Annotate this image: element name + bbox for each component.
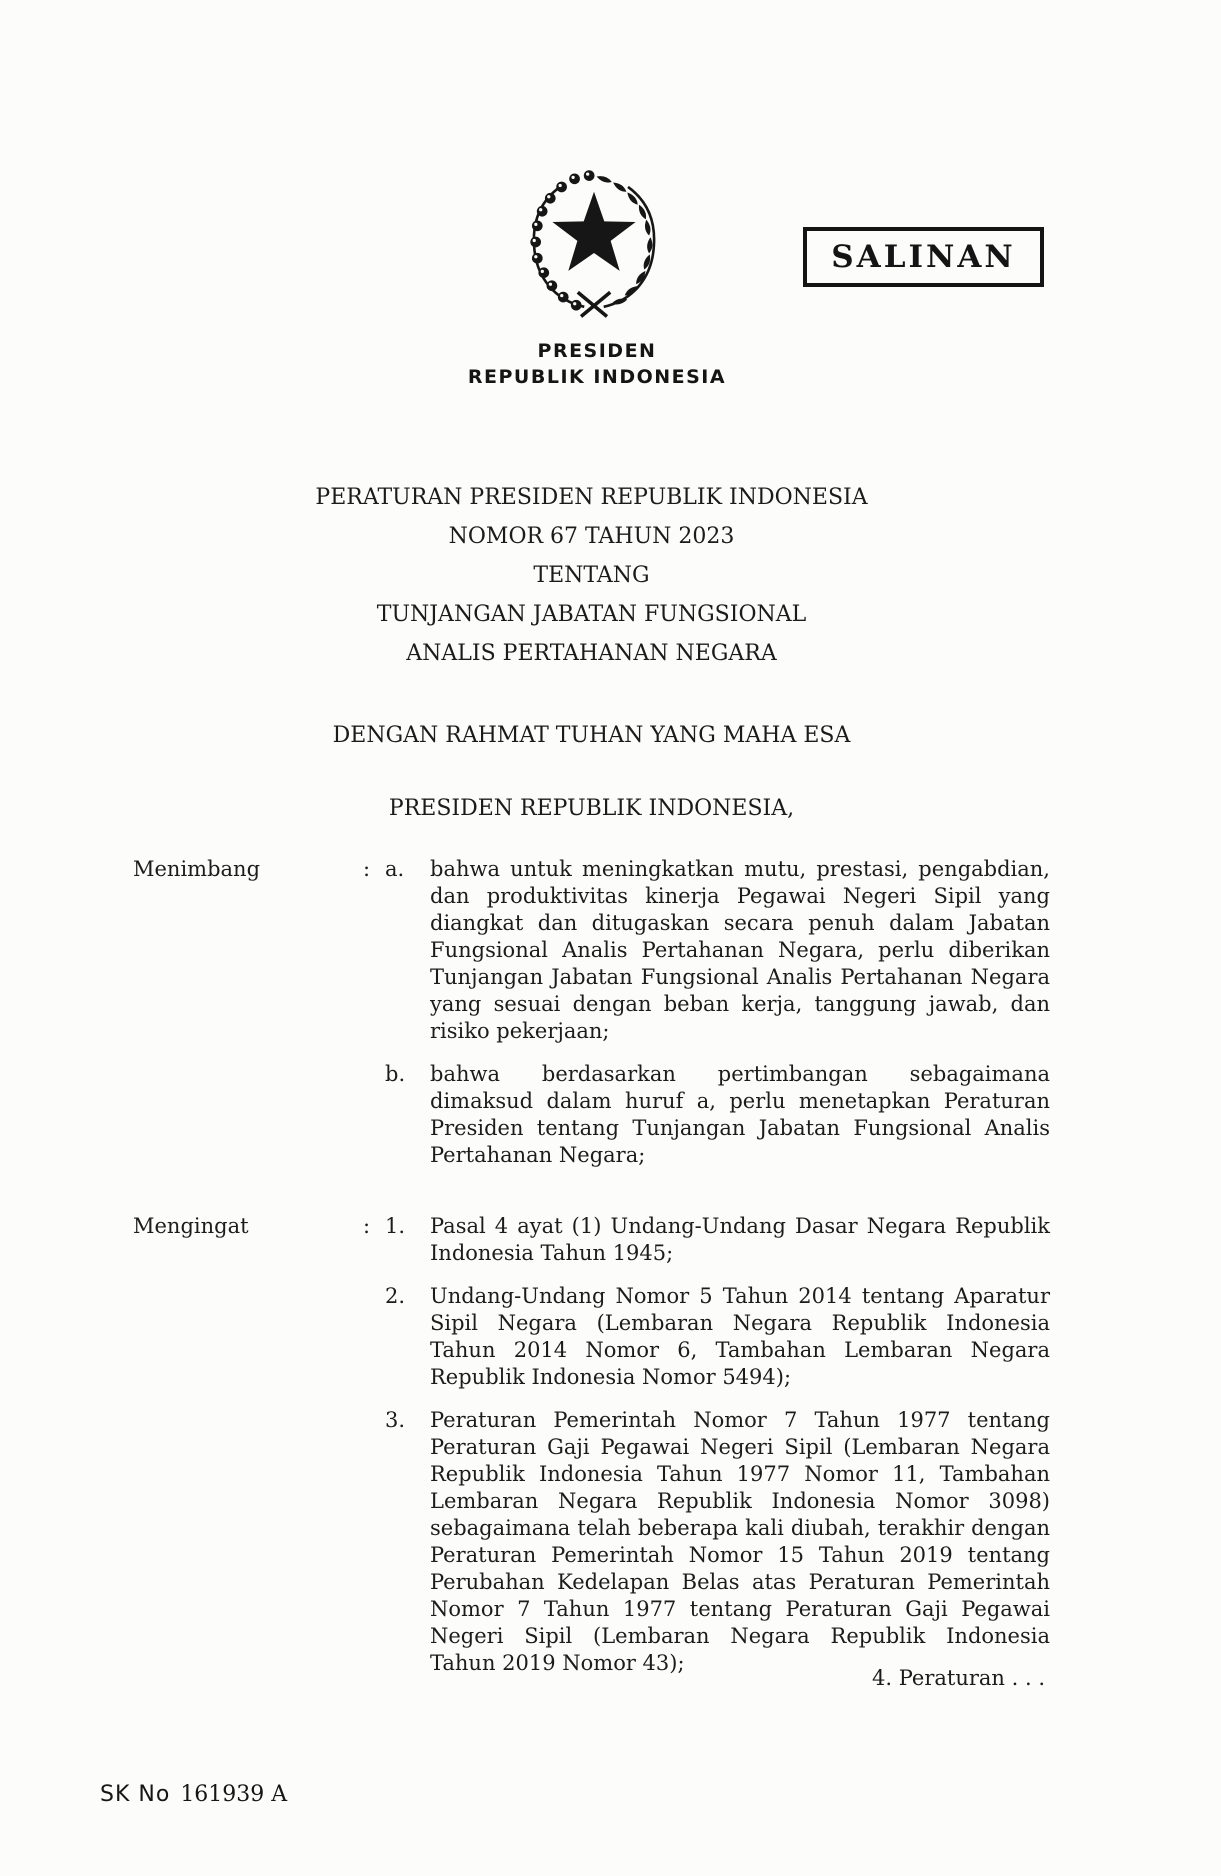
item-text: Pasal 4 ayat (1) Undang-Undang Dasar Negara Republik Indonesia Tahun 1945; — [430, 1214, 1050, 1265]
considering-item-b — [385, 1061, 1050, 1169]
title-line-subject-1: TUNJANGAN JABATAN FUNGSIONAL — [376, 602, 807, 627]
item-marker: 2. — [385, 1284, 406, 1308]
star-wreath-seal-icon — [513, 158, 675, 326]
considering-label: Menimbang — [133, 857, 261, 881]
page-catchword: 4. Peraturan . . . — [872, 1666, 1045, 1690]
item-text: Peraturan Pemerintah Nomor 7 Tahun 1977 tentang Peraturan Gaji Pegawai Negeri Sipil (Lembaran Negara Republik Indonesia Tahun 1977 Nomor 11, Tambahan Lembaran Negara Republik Indonesia Nomor 3098) sebagaimana telah beberapa kali diubah, terakhir dengan Peraturan Pemerintah Nomor 15 Tahun 2019 tentang Perubahan Kedelapan Belas atas Peraturan Pemerintah Nomor 7 Tahun 1977 tentang Peraturan Gaji Pegawai Negeri Sipil (Lembaran Negara Republik Indonesia Tahun 2019 Nomor 43); — [430, 1408, 1050, 1675]
item-marker: b. — [385, 1062, 406, 1086]
institution-name — [395, 338, 799, 390]
recalling-colon: : — [363, 1214, 371, 1238]
considering-items — [385, 856, 1050, 1169]
recalling-label: Mengingat — [133, 1214, 249, 1238]
sk-number-line — [100, 1782, 287, 1807]
regulation-title — [133, 478, 1050, 673]
recalling-item-2 — [385, 1283, 1050, 1391]
recalling-item-1 — [385, 1213, 1050, 1267]
salinan-stamp: SALINAN — [803, 227, 1044, 287]
item-marker: 1. — [385, 1214, 406, 1238]
invocation-line: DENGAN RAHMAT TUHAN YANG MAHA ESA — [332, 723, 851, 748]
title-line-subject-2: ANALIS PERTAHANAN NEGARA — [406, 641, 777, 666]
item-marker: 3. — [385, 1408, 406, 1432]
sk-label: SK No — [100, 1782, 171, 1807]
considering-section — [133, 856, 1050, 1169]
item-text: Undang-Undang Nomor 5 Tahun 2014 tentang Aparatur Sipil Negara (Lembaran Negara Republik Indonesia Tahun 2014 Nomor 6, Tambahan Lembaran Negara Republik Indonesia Nomor 5494); — [430, 1284, 1050, 1389]
considering-item-a — [385, 856, 1050, 1045]
title-line-tentang: TENTANG — [533, 563, 650, 588]
authority-line: PRESIDEN REPUBLIK INDONESIA, — [388, 796, 795, 821]
recalling-item-3 — [385, 1407, 1050, 1677]
institution-line-republik-indonesia: REPUBLIK INDONESIA — [467, 366, 727, 388]
sk-number: 161939 A — [180, 1782, 288, 1807]
item-text: bahwa berdasarkan pertimbangan sebagaimana dimaksud dalam huruf a, perlu menetapkan Peraturan Presiden tentang Tunjangan Jabatan Fungsional Analis Pertahanan Negara; — [430, 1062, 1050, 1167]
item-text: bahwa untuk meningkatkan mutu, prestasi, pengabdian, dan produktivitas kinerja Pegawai Negeri Sipil yang diangkat dan ditugaskan secara penuh dalam Jabatan Fungsional Analis Pertahanan Negara, perlu diberikan Tunjangan Jabatan Fungsional Analis Pertahanan Negara yang sesuai dengan beban kerja, tanggung jawab, dan risiko pekerjaan; — [430, 857, 1050, 1043]
title-line-regulation: PERATURAN PRESIDEN REPUBLIK INDONESIA — [315, 485, 868, 510]
institution-line-presiden: PRESIDEN — [537, 340, 657, 362]
considering-colon: : — [363, 857, 371, 881]
title-line-number: NOMOR 67 TAHUN 2023 — [448, 524, 735, 549]
recalling-section — [133, 1213, 1050, 1677]
recalling-items — [385, 1213, 1050, 1677]
item-marker: a. — [385, 857, 405, 881]
